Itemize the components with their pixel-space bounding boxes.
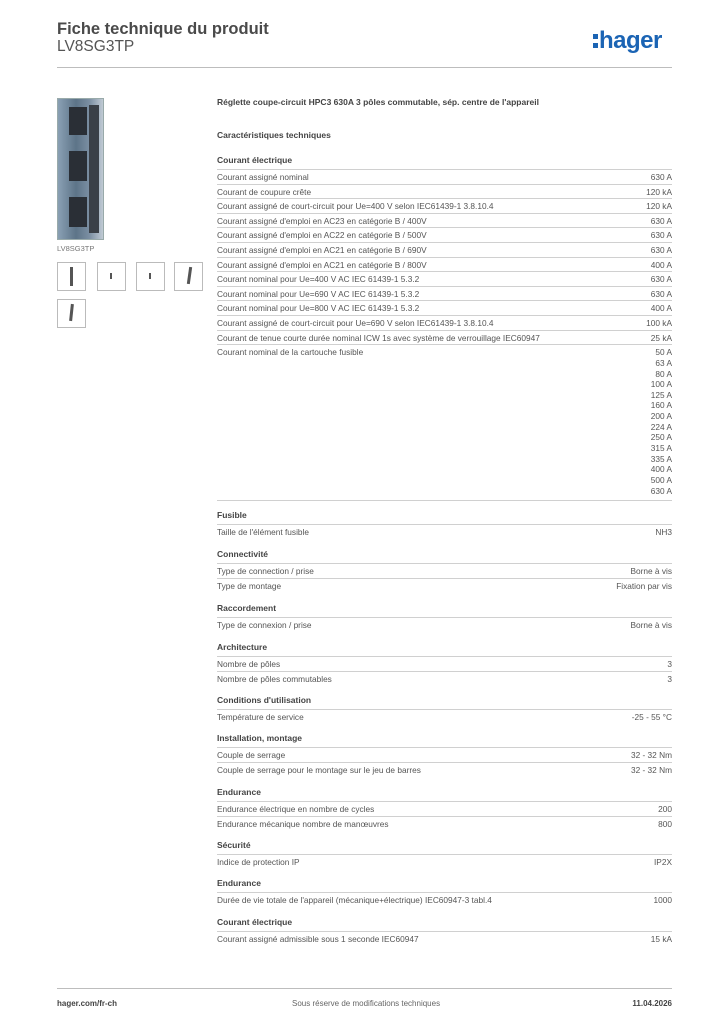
logo-text: hager [599, 27, 662, 54]
product-image-caption: LV8SG3TP [57, 244, 95, 253]
spec-row [217, 801, 672, 817]
spec-value: 200 [658, 804, 672, 814]
spec-label: Température de service [217, 712, 304, 722]
spec-row [217, 656, 672, 672]
spec-value: 400 A [650, 464, 672, 475]
footer-website[interactable]: hager.com/fr-ch [57, 999, 118, 1008]
spec-value: 3 [667, 659, 672, 669]
product-description: Réglette coupe-circuit HPC3 630A 3 pôles commutable, sép. centre de l'appareil [217, 97, 539, 107]
spec-row [217, 709, 672, 725]
section-title: Raccordement [217, 603, 277, 613]
spec-row [217, 330, 672, 346]
section-title: Courant électrique [217, 917, 293, 927]
thumbnail-2[interactable] [97, 262, 126, 291]
spec-value: 224 A [650, 421, 672, 432]
section-title: Endurance [217, 787, 261, 797]
logo-colon-icon [593, 34, 598, 48]
spec-row [217, 524, 672, 540]
spec-value: 630 A [650, 172, 672, 182]
spec-row-multi [217, 344, 672, 501]
spec-label: Courant de coupure crête [217, 186, 312, 197]
header-divider [57, 67, 672, 68]
spec-row [217, 892, 672, 908]
spec-value: NH3 [655, 527, 672, 537]
spec-value: 50 A [655, 347, 672, 358]
section-title: Sécurité [217, 840, 251, 850]
section-title: Endurance [217, 878, 261, 888]
spec-label: Courant assigné admissible sous 1 seconde IEC60947 [217, 934, 419, 944]
product-reference: LV8SG3TP [57, 38, 135, 55]
section-title: Installation, montage [217, 733, 303, 743]
spec-value: 200 A [650, 411, 672, 422]
thumbnail-4[interactable] [174, 262, 203, 291]
spec-value: 400 A [650, 303, 672, 314]
spec-row [217, 213, 672, 229]
spec-value: Borne à vis [630, 566, 672, 576]
spec-row [217, 762, 672, 778]
spec-row [217, 578, 672, 594]
spec-label: Type de connexion / prise [217, 620, 312, 630]
characteristics-heading: Caractéristiques techniques [217, 130, 331, 140]
spec-label: Couple de serrage pour le montage sur le jeu de barres [217, 764, 421, 775]
spec-value: 100 A [650, 379, 672, 390]
section-title: Conditions d'utilisation [217, 695, 312, 705]
spec-label: Courant assigné d'emploi en AC21 en catégorie B / 690V [217, 245, 427, 255]
spec-label: Courant nominal pour Ue=800 V AC IEC 61439-1 5.3.2 [217, 303, 420, 314]
spec-row [217, 257, 672, 273]
spec-value: 630 A [650, 245, 672, 255]
spec-label: Courant nominal de la cartouche fusible [217, 347, 364, 358]
spec-value: 32 - 32 Nm [630, 750, 672, 760]
spec-row [217, 854, 672, 870]
spec-value: 3 [667, 673, 672, 684]
spec-value: Fixation par vis [616, 580, 672, 591]
spec-value: 1000 [653, 895, 672, 905]
spec-label: Couple de serrage [217, 750, 286, 760]
spec-value: 630 A [650, 485, 672, 496]
spec-value: 80 A [655, 368, 672, 379]
spec-label: Courant assigné d'emploi en AC23 en catégorie B / 400V [217, 215, 427, 226]
spec-row [217, 300, 672, 316]
spec-label: Courant assigné de court-circuit pour Ue=400 V selon IEC61439-1 3.8.10.4 [217, 201, 494, 212]
spec-value: 800 [658, 818, 672, 829]
spec-row [217, 617, 672, 633]
spec-label: Durée de vie totale de l'appareil (mécanique+électrique) IEC60947-3 tabl.4 [217, 895, 492, 905]
spec-row [217, 931, 672, 947]
spec-label: Endurance électrique en nombre de cycles [217, 804, 375, 814]
spec-value: 32 - 32 Nm [630, 764, 672, 775]
spec-label: Taille de l'élément fusible [217, 527, 309, 537]
spec-label: Indice de protection IP [217, 857, 300, 867]
spec-value: Borne à vis [630, 620, 672, 630]
spec-row [217, 198, 672, 214]
spec-row [217, 671, 672, 687]
thumbnail-3[interactable] [136, 262, 165, 291]
spec-label: Courant assigné d'emploi en AC21 en catégorie B / 800V [217, 259, 427, 270]
spec-value: 120 kA [646, 186, 672, 197]
spec-label: Endurance mécanique nombre de manœuvres [217, 818, 389, 829]
spec-value: 63 A [655, 357, 672, 368]
spec-value: 250 A [650, 432, 672, 443]
footer-divider [57, 988, 672, 989]
thumbnail-1[interactable] [57, 262, 86, 291]
spec-label: Courant assigné de court-circuit pour Ue=690 V selon IEC61439-1 3.8.10.4 [217, 318, 494, 328]
spec-row [217, 169, 672, 185]
section-title: Fusible [217, 510, 247, 520]
product-image[interactable] [57, 98, 104, 240]
spec-row [217, 227, 672, 243]
spec-value: 630 A [650, 230, 672, 241]
spec-value: 630 A [650, 215, 672, 226]
footer-date: 11.04.2026 [632, 999, 672, 1008]
spec-value: IP2X [654, 857, 672, 867]
section-title: Architecture [217, 642, 268, 652]
spec-value: 160 A [650, 400, 672, 411]
spec-row [217, 816, 672, 832]
spec-row [217, 315, 672, 331]
section-title: Connectivité [217, 549, 269, 559]
spec-value: 400 A [650, 259, 672, 270]
spec-label: Type de montage [217, 580, 282, 591]
spec-value: 500 A [650, 475, 672, 486]
spec-label: Nombre de pôles [217, 659, 281, 669]
spec-label: Courant assigné d'emploi en AC22 en catégorie B / 500V [217, 230, 427, 241]
spec-value: 25 kA [650, 332, 672, 343]
section-title: Courant électrique [217, 155, 293, 165]
page-title: Fiche technique du produit [57, 20, 269, 38]
spec-label: Courant de tenue courte durée nominal ICW 1s avec système de verrouillage IEC60947 [217, 332, 540, 343]
spec-label: Type de connection / prise [217, 566, 314, 576]
spec-label: Nombre de pôles commutables [217, 673, 332, 684]
spec-value: 315 A [650, 443, 672, 454]
spec-row [217, 242, 672, 258]
thumbnail-5[interactable] [57, 299, 86, 328]
spec-value: 15 kA [650, 934, 672, 944]
spec-row [217, 271, 672, 287]
spec-value: 630 A [650, 288, 672, 299]
spec-label: Courant nominal pour Ue=690 V AC IEC 61439-1 5.3.2 [217, 288, 420, 299]
spec-label: Courant assigné nominal [217, 172, 309, 182]
spec-value: 100 kA [646, 318, 672, 328]
spec-row [217, 184, 672, 200]
spec-row [217, 747, 672, 763]
spec-value: 630 A [650, 274, 672, 285]
spec-row [217, 563, 672, 579]
footer-notice: Sous réserve de modifications techniques [292, 999, 441, 1008]
hager-logo [593, 29, 662, 53]
spec-row [217, 286, 672, 302]
spec-value: 335 A [650, 453, 672, 464]
spec-value: 125 A [650, 389, 672, 400]
spec-value-list [651, 347, 672, 496]
spec-label: Courant nominal pour Ue=400 V AC IEC 61439-1 5.3.2 [217, 274, 420, 285]
spec-value: 120 kA [646, 201, 672, 212]
spec-value: -25 - 55 °C [631, 712, 672, 722]
